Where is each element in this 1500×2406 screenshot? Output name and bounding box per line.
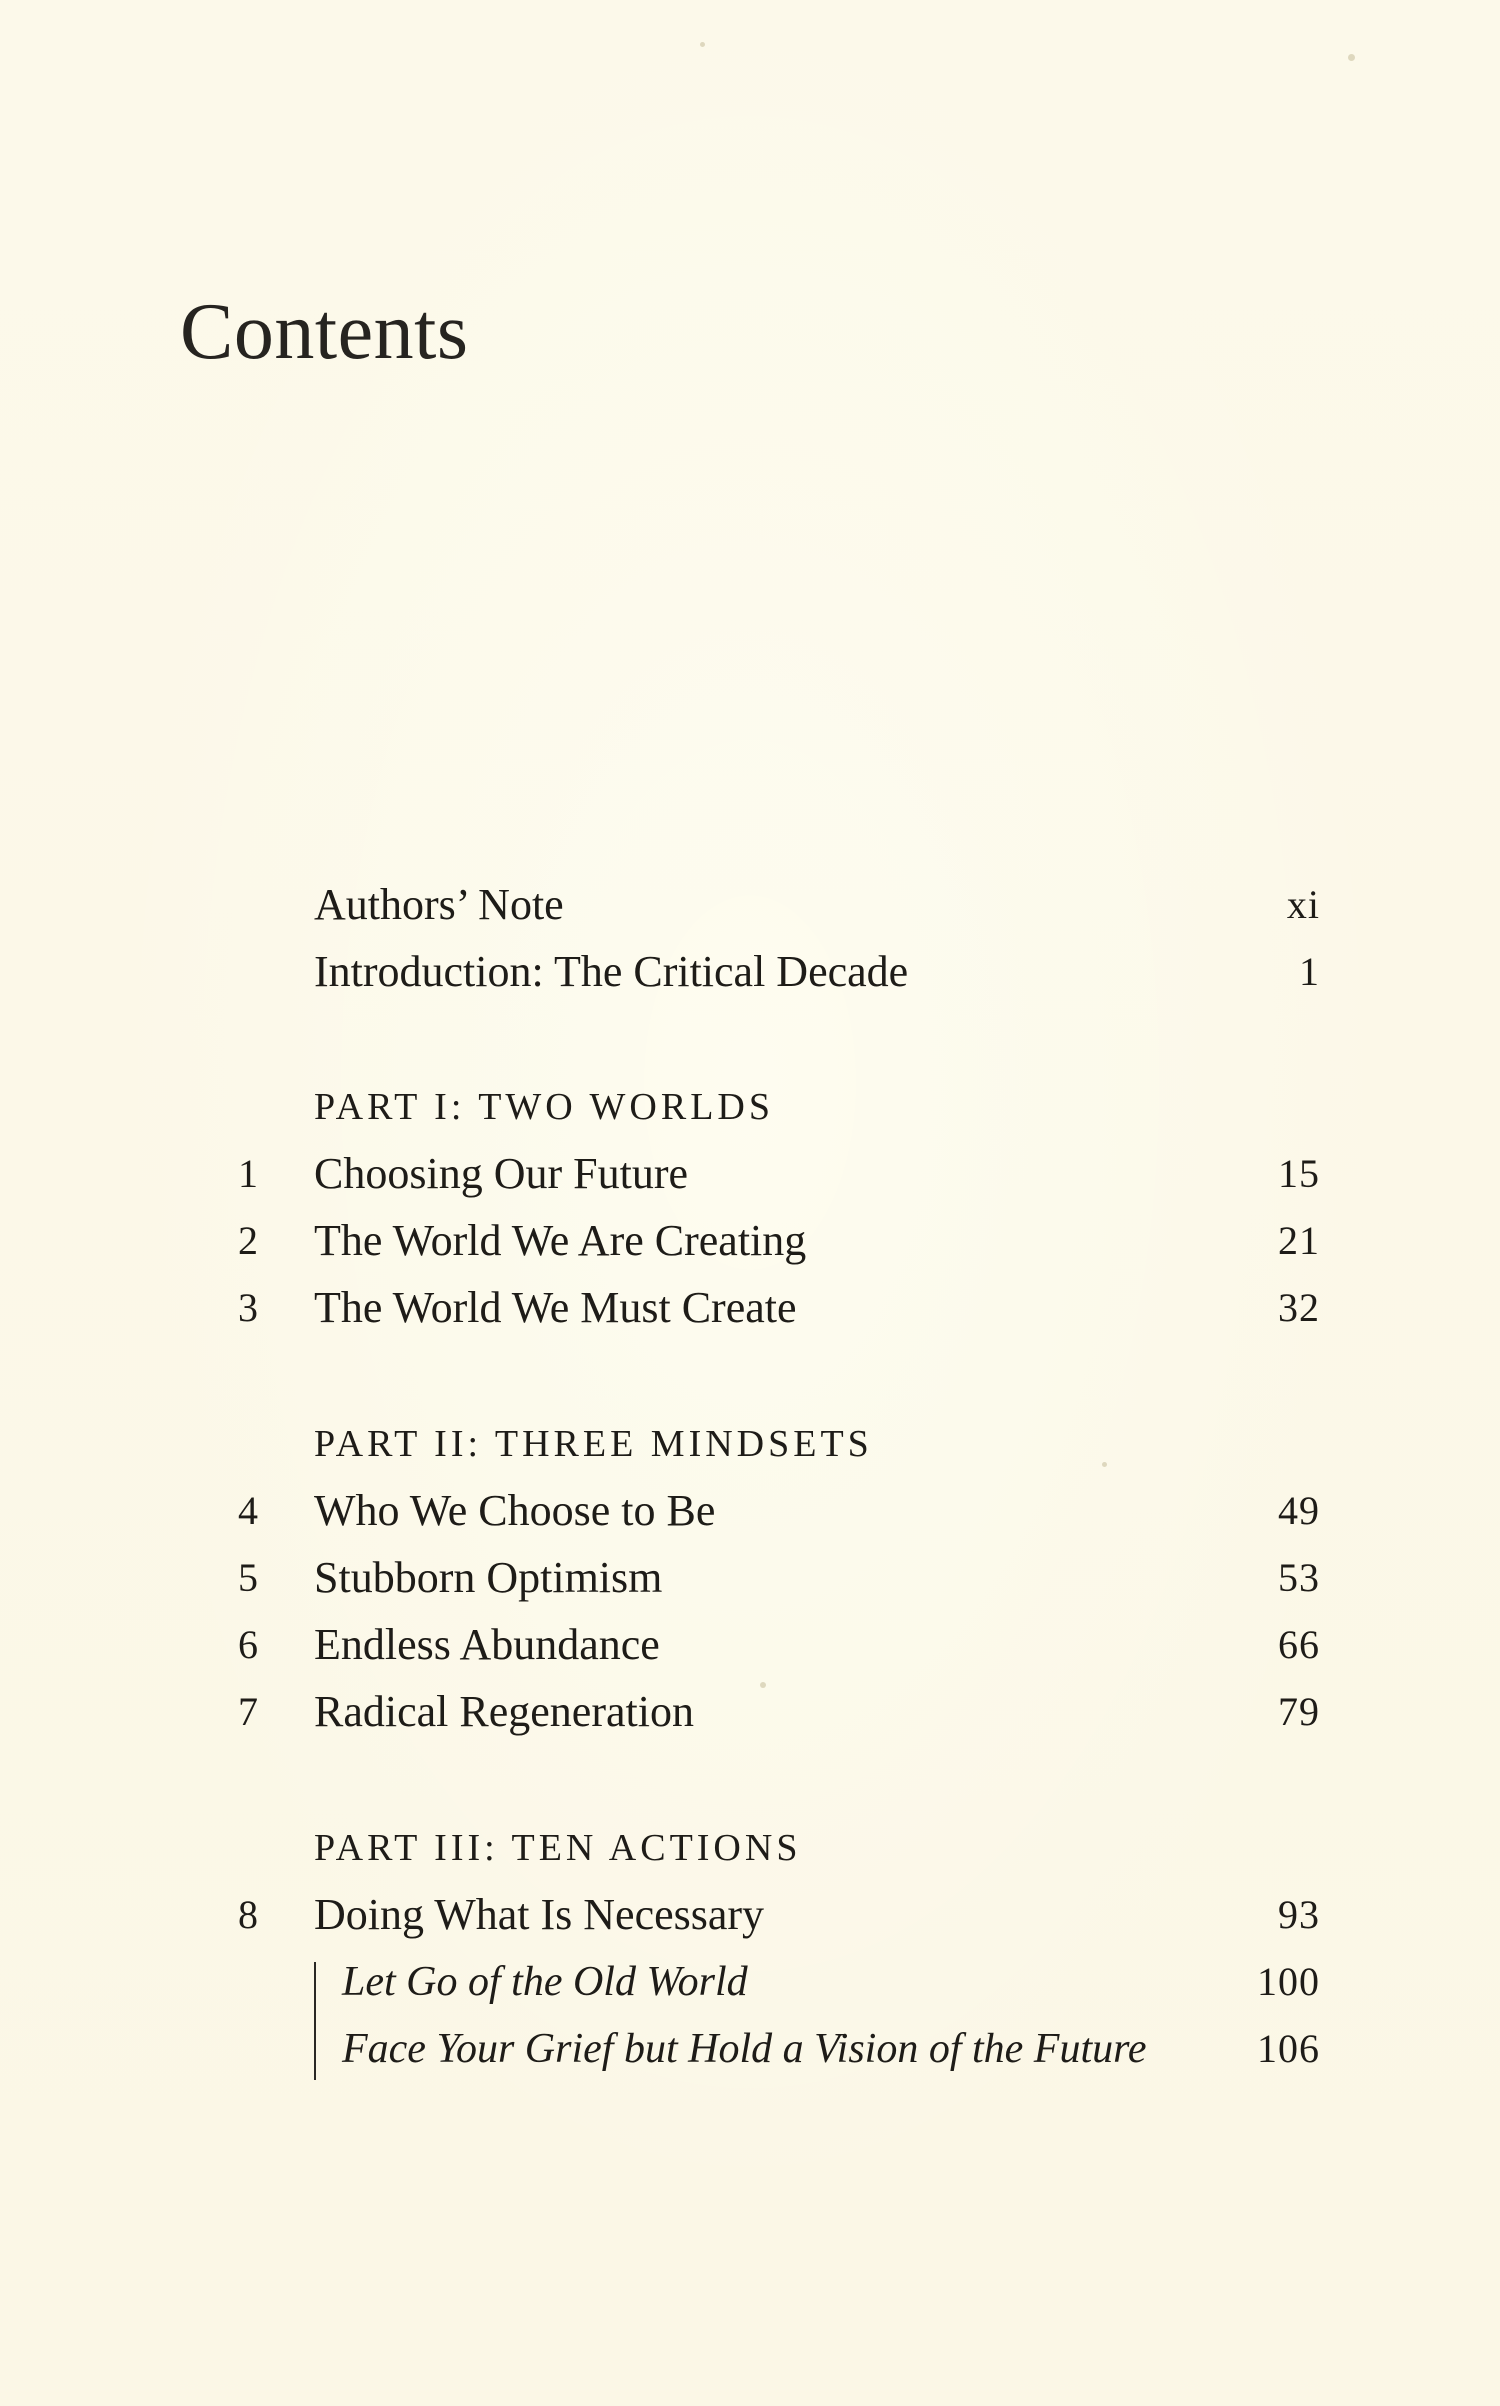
paper-speck (1348, 54, 1355, 61)
chapter-number: 7 (238, 1689, 258, 1734)
entry-page: 53 (1278, 1555, 1320, 1600)
entry-page: 100 (1257, 1959, 1320, 2004)
page-title: Contents (180, 288, 469, 376)
entry-title: Endless Abundance (314, 1620, 660, 1669)
part-title: PART I: TWO WORLDS (314, 1086, 774, 1128)
entry-title: Authors’ Note (314, 880, 564, 929)
part-heading (0, 1414, 1500, 1474)
toc-entry (0, 1211, 1500, 1271)
chapter-number: 5 (238, 1555, 258, 1600)
entry-page: 49 (1278, 1488, 1320, 1533)
toc-entry (0, 1548, 1500, 1608)
toc-entry (0, 1144, 1500, 1204)
entry-page: 66 (1278, 1622, 1320, 1667)
entry-title: The World We Are Creating (314, 1216, 807, 1265)
entry-page: 106 (1257, 2026, 1320, 2071)
subentry-title: Face Your Grief but Hold a Vision of the Future (342, 2026, 1147, 2072)
chapter-number: 3 (238, 1285, 258, 1330)
toc-entry (0, 1682, 1500, 1742)
entry-page: 79 (1278, 1689, 1320, 1734)
entry-title: Choosing Our Future (314, 1149, 688, 1198)
entry-page: 21 (1278, 1218, 1320, 1263)
entry-title: Stubborn Optimism (314, 1553, 663, 1602)
entry-title: Who We Choose to Be (314, 1486, 716, 1535)
chapter-number: 8 (238, 1892, 258, 1937)
paper-speck (700, 42, 705, 47)
toc-entry (0, 1615, 1500, 1675)
part-title: PART II: THREE MINDSETS (314, 1423, 873, 1465)
chapter-number: 2 (238, 1218, 258, 1263)
entry-page: 1 (1299, 949, 1320, 994)
part-heading (0, 1818, 1500, 1878)
toc-subentry (0, 2019, 1500, 2079)
toc-entry (0, 875, 1500, 935)
toc-entry (0, 1885, 1500, 1945)
entry-page: 32 (1278, 1285, 1320, 1330)
chapter-number: 4 (238, 1488, 258, 1533)
part-heading (0, 1077, 1500, 1137)
chapter-number: 1 (238, 1151, 258, 1196)
entry-title: Introduction: The Critical Decade (314, 947, 909, 996)
toc-entry (0, 1278, 1500, 1338)
entry-page: 15 (1278, 1151, 1320, 1196)
subentry-title: Let Go of the Old World (342, 1959, 748, 2005)
entry-page: xi (1286, 882, 1320, 927)
toc-subentry (0, 1952, 1500, 2012)
entry-title: Doing What Is Necessary (314, 1890, 765, 1939)
entry-title: The World We Must Create (314, 1283, 797, 1332)
entry-title: Radical Regeneration (314, 1687, 694, 1736)
toc-entry (0, 1481, 1500, 1541)
toc-entry (0, 942, 1500, 1002)
part-title: PART III: TEN ACTIONS (314, 1827, 802, 1869)
entry-page: 93 (1278, 1892, 1320, 1937)
chapter-number: 6 (238, 1622, 258, 1667)
